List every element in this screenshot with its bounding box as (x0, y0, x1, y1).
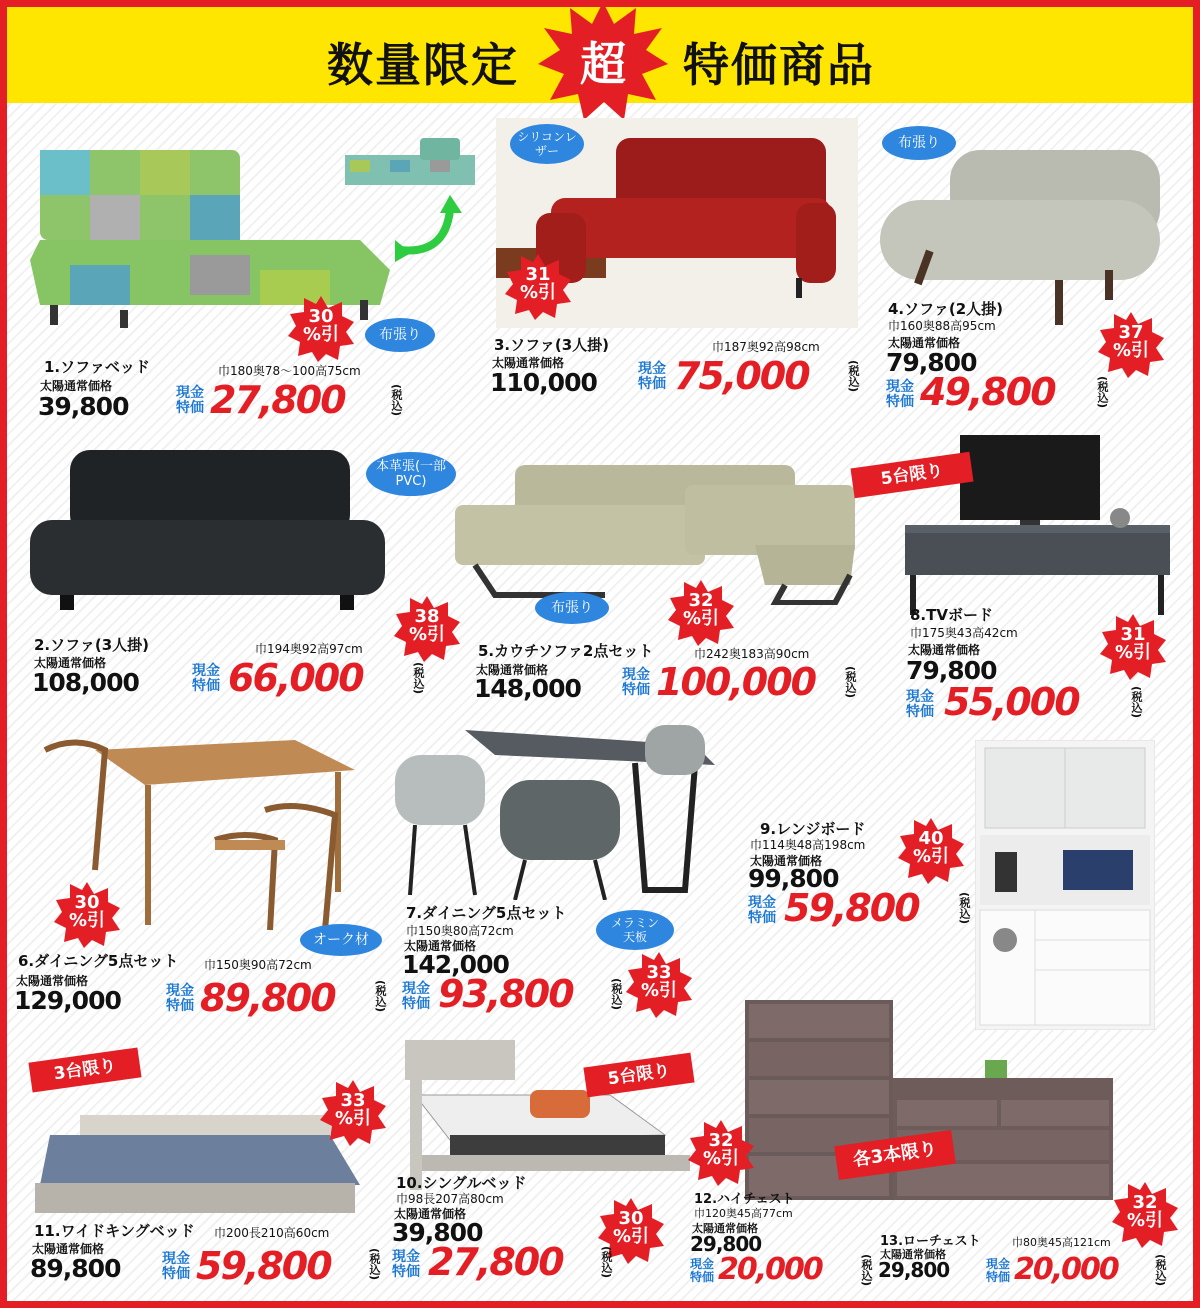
cash-label-2: 現金特価 (192, 663, 220, 694)
tax-note-1: (税込) (390, 384, 403, 417)
header-left-text: 数量限定 (327, 38, 519, 92)
tag-oak: オーク材 (300, 924, 382, 956)
tax-note-6: (税込) (374, 980, 387, 1013)
item-name-13: 13.ローチェスト (880, 1234, 981, 1249)
item-name-7: 7.ダイニング5点セット (406, 904, 567, 922)
regular-price-8: 79,800 (906, 656, 997, 685)
regular-price-1: 39,800 (38, 392, 129, 421)
tax-note-3: (税込) (847, 360, 860, 393)
tax-note-9: (税込) (958, 892, 971, 925)
discount-badge-9 (898, 818, 964, 884)
discount-suffix-4: %引 (1112, 340, 1150, 361)
item-name-11: 11.ワイドキングベッド (34, 1222, 195, 1240)
item-name-12: 12.ハイチェスト (694, 1192, 795, 1207)
tax-note-5: (税込) (844, 666, 857, 699)
item-dims-10: 巾98長207高80cm (396, 1192, 504, 1206)
header-burst (538, 2, 668, 120)
tag-melamine: メラミン天板 (596, 910, 674, 950)
item-dims-6: 巾150奥90高72cm (204, 958, 312, 972)
regular-price-7: 142,000 (402, 950, 509, 979)
discount-suffix-3: %引 (519, 282, 557, 303)
discount-suffix-8: %引 (1114, 642, 1152, 663)
discount-suffix-1: %引 (302, 324, 340, 345)
tag-leather: 本革張(一部PVC) (366, 452, 456, 496)
item-name-6: 6.ダイニング5点セット (18, 952, 179, 970)
cash-label-3: 現金特価 (638, 361, 666, 392)
sale-price-4: 49,800 (920, 370, 1055, 414)
regular-label-10: 太陽通常価格 (394, 1207, 467, 1221)
item-name-8: 8.TVボード (910, 606, 993, 624)
convert-arrow-icon (395, 195, 465, 265)
tag-silicon-leather: シリコンレザー (510, 124, 584, 164)
regular-label-2: 太陽通常価格 (34, 656, 107, 670)
tag-fabric-4: 布張り (882, 126, 956, 160)
regular-price-10: 39,800 (392, 1218, 483, 1247)
discount-suffix-7: %引 (640, 980, 678, 1001)
tax-note-12: (税込) (860, 1254, 873, 1287)
regular-label-3: 太陽通常価格 (492, 356, 565, 370)
regular-label-6: 太陽通常価格 (16, 974, 89, 988)
header-burst-text: 超 (580, 37, 626, 91)
tag-fabric-1: 布張り (365, 318, 435, 352)
sale-price-13: 20,000 (1014, 1252, 1118, 1287)
chest-image (745, 1000, 1115, 1200)
cash-label-5: 現金特価 (622, 667, 650, 698)
item-dims-8: 巾175奥43高42cm (910, 626, 1018, 640)
regular-label-8: 太陽通常価格 (908, 643, 981, 657)
discount-badge-4 (1098, 312, 1164, 378)
wide-king-bed-image (30, 1095, 360, 1220)
discount-value-11: 33 (340, 1090, 366, 1111)
tax-note-10: (税込) (600, 1246, 613, 1279)
discount-value-12: 32 (708, 1130, 734, 1151)
regular-label-7: 太陽通常価格 (404, 939, 477, 953)
discount-badge-6 (54, 882, 120, 948)
item-name-2: 2.ソファ(3人掛) (34, 636, 149, 654)
cash-label-12: 現金特価 (690, 1257, 715, 1284)
discount-badge-12 (688, 1120, 754, 1186)
item-dims-12: 巾120奥45高77cm (694, 1207, 793, 1220)
discount-badge-5 (668, 580, 734, 646)
discount-suffix-6: %引 (68, 910, 106, 931)
discount-suffix-5: %引 (682, 608, 720, 629)
sale-price-6: 89,800 (200, 976, 335, 1020)
regular-price-3: 110,000 (490, 368, 597, 397)
regular-price-12: 29,800 (690, 1232, 762, 1256)
tax-note-11: (税込) (368, 1248, 381, 1281)
discount-value-1: 30 (308, 306, 334, 327)
discount-suffix-12: %引 (702, 1148, 740, 1169)
regular-price-11: 89,800 (30, 1254, 121, 1283)
sale-price-5: 100,000 (656, 660, 816, 704)
discount-badge-11 (320, 1080, 386, 1146)
regular-price-13: 29,800 (878, 1258, 950, 1282)
item-dims-4: 巾160奥88高95cm (888, 319, 996, 333)
regular-label-1: 太陽通常価格 (40, 379, 113, 393)
sale-price-2: 66,000 (228, 656, 363, 700)
limit-ribbon-8: 5台限り (850, 452, 973, 498)
sale-price-12: 20,000 (718, 1252, 822, 1287)
sale-price-7: 93,800 (438, 972, 573, 1016)
discount-value-3: 31 (525, 264, 551, 285)
sale-price-10: 27,800 (428, 1240, 563, 1284)
item-dims-11: 巾200長210高60cm (214, 1226, 330, 1240)
cash-label-7: 現金特価 (402, 981, 430, 1012)
regular-price-4: 79,800 (886, 348, 977, 377)
sale-price-1: 27,800 (210, 378, 345, 422)
limit-ribbon-10: 5台限り (583, 1053, 694, 1098)
cash-label-9: 現金特価 (748, 895, 776, 926)
item-dims-2: 巾194奥92高97cm (255, 642, 363, 656)
regular-label-5: 太陽通常価格 (476, 663, 549, 677)
dining-melamine-image (395, 715, 725, 900)
sofa-3seat-black-image (30, 445, 390, 615)
item-dims-9: 巾114奥48高198cm (750, 838, 866, 852)
item-dims-3: 巾187奥92高98cm (712, 340, 820, 354)
discount-value-8: 31 (1120, 624, 1146, 645)
tax-note-13: (税込) (1154, 1254, 1167, 1287)
regular-label-12: 太陽通常価格 (692, 1222, 758, 1235)
tag-fabric-5: 布張り (535, 592, 609, 624)
header-right-text: 特価商品 (683, 38, 875, 92)
sale-price-9: 59,800 (784, 886, 919, 930)
discount-value-7: 33 (646, 962, 672, 983)
tax-note-2: (税込) (412, 662, 425, 695)
item-name-10: 10.シングルベッド (396, 1174, 527, 1192)
couch-sofa-image (455, 455, 860, 605)
tax-note-7: (税込) (610, 978, 623, 1011)
limit-ribbon-11: 3台限り (28, 1047, 141, 1092)
tax-note-4: (税込) (1096, 376, 1109, 409)
discount-badge-13 (1112, 1182, 1178, 1248)
cash-label-13: 現金特価 (986, 1257, 1011, 1284)
discount-badge-2 (394, 596, 460, 662)
regular-label-4: 太陽通常価格 (888, 336, 961, 350)
discount-value-9: 40 (918, 828, 944, 849)
discount-badge-1 (288, 296, 354, 362)
discount-suffix-11: %引 (334, 1108, 372, 1129)
discount-suffix-9: %引 (912, 846, 950, 867)
discount-value-10: 30 (618, 1208, 644, 1229)
regular-label-11: 太陽通常価格 (32, 1242, 105, 1256)
regular-label-9: 太陽通常価格 (750, 854, 823, 868)
discount-value-5: 32 (688, 590, 714, 611)
discount-badge-3 (505, 254, 571, 320)
tax-note-8: (税込) (1130, 686, 1143, 719)
discount-value-13: 32 (1132, 1192, 1158, 1213)
discount-suffix-2: %引 (408, 624, 446, 645)
limit-ribbon-12: 各3本限り (834, 1130, 956, 1180)
discount-value-2: 38 (414, 606, 440, 627)
item-name-1: 1.ソファベッド (44, 358, 150, 376)
sale-price-3: 75,000 (674, 354, 809, 398)
regular-price-9: 99,800 (748, 864, 839, 893)
discount-suffix-10: %引 (612, 1226, 650, 1247)
item-dims-1: 巾180奥78〜100高75cm (218, 364, 361, 378)
item-name-4: 4.ソファ(2人掛) (888, 300, 1003, 318)
cash-label-4: 現金特価 (886, 379, 914, 410)
item-dims-7: 巾150奥80高72cm (406, 924, 514, 938)
sale-price-11: 59,800 (196, 1244, 331, 1288)
discount-value-4: 37 (1118, 322, 1144, 343)
discount-suffix-13: %引 (1126, 1210, 1164, 1231)
item-name-3: 3.ソファ(3人掛) (494, 336, 609, 354)
discount-badge-8 (1100, 614, 1166, 680)
sofa-bed-flat-image (340, 130, 480, 200)
regular-price-5: 148,000 (474, 674, 581, 703)
discount-badge-7 (626, 952, 692, 1018)
item-name-5: 5.カウチソファ2点セット (478, 642, 654, 660)
item-dims-5: 巾242奥183高90cm (694, 647, 810, 661)
sale-price-8: 55,000 (944, 680, 1079, 724)
cash-label-8: 現金特価 (906, 689, 934, 720)
cash-label-6: 現金特価 (166, 983, 194, 1014)
discount-value-6: 30 (74, 892, 100, 913)
cash-label-10: 現金特価 (392, 1249, 420, 1280)
range-board-image (975, 740, 1155, 1030)
regular-price-6: 129,000 (14, 986, 121, 1015)
item-name-9: 9.レンジボード (760, 820, 866, 838)
cash-label-1: 現金特価 (176, 385, 204, 416)
regular-label-13: 太陽通常価格 (880, 1248, 946, 1261)
regular-price-2: 108,000 (32, 668, 139, 697)
item-dims-13: 巾80奥45高121cm (1012, 1236, 1111, 1249)
cash-label-11: 現金特価 (162, 1251, 190, 1282)
